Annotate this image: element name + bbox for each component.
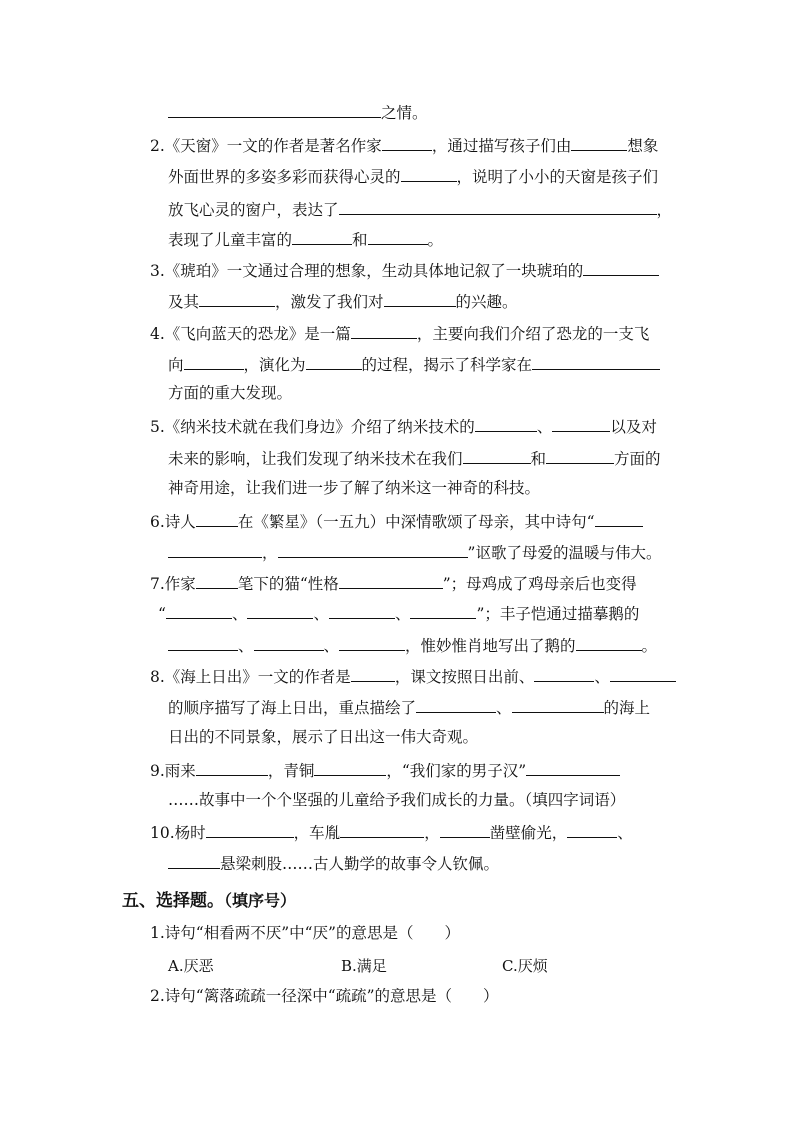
q7-separator: 、 xyxy=(238,637,254,655)
q8-line1 xyxy=(150,665,676,687)
q6-number: 6. xyxy=(150,513,165,531)
q2-text: 外面世界的多姿多彩而获得心灵的 xyxy=(168,168,401,186)
q9-line2 xyxy=(168,790,625,810)
blank[interactable] xyxy=(340,821,424,838)
q6-text: ， xyxy=(262,544,278,562)
q5-text: 和 xyxy=(530,450,547,468)
q7-separator: 、 xyxy=(231,605,248,623)
blank[interactable] xyxy=(166,602,232,619)
option-c[interactable]: C.厌烦 xyxy=(502,957,548,975)
q4-text: ，主要向我们介绍了恐龙的一支飞 xyxy=(416,325,650,343)
blank[interactable] xyxy=(168,634,238,651)
q5-text: 方面的 xyxy=(614,450,661,468)
q10-text: 杨时 xyxy=(174,824,206,842)
q2-text: 。 xyxy=(427,231,444,249)
blank[interactable] xyxy=(384,290,456,307)
q6-text: 诗人 xyxy=(164,513,196,531)
choice-q2-text: 2.诗句“篱落疏疏一径深中“疏疏”的意思是（ ） xyxy=(150,987,499,1005)
blank[interactable] xyxy=(168,852,220,869)
q8-text: ，课文按照日出前、 xyxy=(394,668,535,686)
blank[interactable] xyxy=(512,696,604,713)
q2-line1 xyxy=(150,134,658,156)
q7-line1 xyxy=(150,572,637,594)
blank[interactable] xyxy=(576,634,642,651)
q4-text: 《飞向蓝天的恐龙》是一篇 xyxy=(164,325,351,343)
blank[interactable] xyxy=(583,259,659,276)
blank[interactable] xyxy=(463,447,531,464)
blank[interactable] xyxy=(546,447,614,464)
q7-text: 作家 xyxy=(164,575,196,593)
q9-number: 9. xyxy=(150,762,165,780)
choice-q1-text: 1.诗句“相看两不厌”中“厌”的意思是（ ） xyxy=(150,924,460,942)
blank[interactable] xyxy=(339,634,405,651)
q8-number: 8. xyxy=(150,668,165,686)
blank[interactable] xyxy=(552,415,610,432)
q8-text: 日出的不同景象，展示了日出这一伟大奇观。 xyxy=(168,728,479,746)
q5-text: 未来的影响，让我们发现了纳米技术在我们 xyxy=(168,450,463,468)
q10-text: 、 xyxy=(617,824,633,842)
blank[interactable] xyxy=(534,665,594,682)
q2-line4 xyxy=(168,228,443,250)
q7-text: ”；丰子恺通过描摹鹅的 xyxy=(476,605,640,623)
q9-line1 xyxy=(150,759,620,781)
q2-text: 和 xyxy=(352,231,368,249)
section-heading xyxy=(122,886,296,911)
q7-text: 笔下的猫“性格 xyxy=(237,575,339,593)
section-title: 五、选择题。 xyxy=(122,891,224,911)
q4-line2 xyxy=(168,353,660,375)
q10-line2 xyxy=(168,852,499,874)
choice-q1 xyxy=(150,923,460,943)
blank[interactable] xyxy=(382,134,432,151)
q2-line2 xyxy=(168,165,658,187)
q5-text: 神奇用途，让我们进一步了解了纳米这一神奇的科技。 xyxy=(168,479,541,497)
blank[interactable] xyxy=(196,572,238,589)
q7-text: ，惟妙惟肖地写出了鹅的 xyxy=(405,637,576,655)
blank[interactable] xyxy=(339,572,443,589)
q10-line1 xyxy=(150,821,633,843)
section-note: （填序号） xyxy=(224,891,297,910)
blank[interactable] xyxy=(532,353,660,370)
q4-text: 向 xyxy=(168,356,184,374)
q5-text: 以及对 xyxy=(610,418,657,436)
q10-text: ， xyxy=(424,824,440,842)
q5-line2 xyxy=(168,447,661,469)
q8-line2 xyxy=(168,696,650,718)
blank[interactable] xyxy=(306,353,362,370)
q3-number: 3. xyxy=(150,262,165,280)
q7-number: 7. xyxy=(150,575,165,593)
q2-number: 2. xyxy=(150,137,165,155)
blank[interactable] xyxy=(278,541,468,558)
q3-text: 及其 xyxy=(168,293,200,311)
q5-number: 5. xyxy=(150,418,165,436)
blank[interactable] xyxy=(440,821,490,838)
blank[interactable] xyxy=(196,510,238,527)
q4-line3 xyxy=(168,383,292,403)
q4-text: 方面的重大发现。 xyxy=(168,384,293,402)
q7-text: ”；母鸡成了鸡母亲后也变得 xyxy=(442,575,637,593)
blank[interactable] xyxy=(571,134,627,151)
q7-line2 xyxy=(158,602,639,624)
q10-text: ，车胤 xyxy=(293,824,341,842)
blank[interactable] xyxy=(206,821,294,838)
q6-text: 在《繁星》（一五九）中深情歌颂了母亲，其中诗句“ xyxy=(237,513,595,531)
q5-text: 、 xyxy=(536,418,553,436)
q3-line1 xyxy=(150,259,659,281)
q4-text: ，演化为 xyxy=(243,356,306,374)
q5-line3 xyxy=(168,478,540,498)
q6-text: ”讴歌了母爱的温暖与伟大。 xyxy=(467,544,662,562)
blank[interactable] xyxy=(329,602,395,619)
q4-number: 4. xyxy=(150,325,165,343)
q8-line3 xyxy=(168,727,478,747)
blank[interactable] xyxy=(567,821,617,838)
q2-text: ， xyxy=(656,201,673,219)
blank[interactable] xyxy=(475,415,537,432)
q8-text: 的海上 xyxy=(603,699,651,717)
q7-separator: 、 xyxy=(313,605,329,623)
blank[interactable] xyxy=(610,665,676,682)
q8-text: 、 xyxy=(594,668,610,686)
blank[interactable] xyxy=(368,228,428,245)
q1-tail-line xyxy=(168,101,428,123)
q10-number: 10. xyxy=(150,824,175,842)
option-a[interactable]: A.厌恶 xyxy=(168,957,214,975)
blank[interactable] xyxy=(168,101,381,118)
blank[interactable] xyxy=(595,510,643,527)
q2-text: 《天窗》一文的作者是著名作家 xyxy=(164,137,382,155)
blank[interactable] xyxy=(416,696,496,713)
q3-text: 《琥珀》一文通过合理的想象，生动具体地记叙了一块琥珀的 xyxy=(164,262,584,280)
blank[interactable] xyxy=(351,322,417,339)
blank[interactable] xyxy=(401,165,457,182)
blank[interactable] xyxy=(168,541,262,558)
q3-line2 xyxy=(168,290,518,312)
q8-text: 《海上日出》一文的作者是 xyxy=(164,668,351,686)
q5-line1 xyxy=(150,415,657,437)
blank[interactable] xyxy=(292,228,352,245)
q6-line1 xyxy=(150,510,643,532)
q2-text: ，通过描写孩子们由 xyxy=(431,137,572,155)
option-b[interactable]: B.满足 xyxy=(341,957,387,975)
q2-text: 放飞心灵的窗户，表达了 xyxy=(168,201,339,219)
blank[interactable] xyxy=(314,759,386,776)
q7-separator: 、 xyxy=(323,637,340,655)
q8-text: 、 xyxy=(496,699,512,717)
q9-text: ……故事中一个个坚强的儿童给予我们成长的力量。（填四字词语） xyxy=(168,791,626,809)
blank[interactable] xyxy=(196,759,268,776)
blank[interactable] xyxy=(410,602,476,619)
q10-text: 悬梁刺股……古人勤学的故事令人钦佩。 xyxy=(220,855,500,873)
q2-line3 xyxy=(168,198,672,220)
blank[interactable] xyxy=(254,634,324,651)
q5-text: 《纳米技术就在我们身边》介绍了纳米技术的 xyxy=(164,418,475,436)
q7-text: 。 xyxy=(641,637,658,655)
q7-line3 xyxy=(168,634,657,656)
q9-text: ，“我们家的男子汉” xyxy=(386,762,527,780)
q2-text: ，说明了小小的天窗是孩子们 xyxy=(456,168,659,186)
q2-text: 表现了儿童丰富的 xyxy=(168,231,293,249)
blank[interactable] xyxy=(526,759,620,776)
q6-line2 xyxy=(168,541,661,563)
q3-text: 的兴趣。 xyxy=(455,293,518,311)
q8-text: 的顺序描写了海上日出，重点描绘了 xyxy=(168,699,417,717)
q10-text: 凿壁偷光， xyxy=(489,824,568,842)
blank[interactable] xyxy=(247,602,313,619)
q4-line1 xyxy=(150,322,649,344)
q4-text: 的过程，揭示了科学家在 xyxy=(361,356,533,374)
q1-tail-text: 之情。 xyxy=(381,104,428,122)
blank[interactable] xyxy=(351,665,395,682)
q3-text: ，激发了我们对 xyxy=(275,293,384,311)
q2-text: 想象 xyxy=(627,137,659,155)
blank[interactable] xyxy=(199,290,275,307)
blank[interactable] xyxy=(184,353,244,370)
q7-text: “ xyxy=(158,605,166,623)
choice-q2 xyxy=(150,986,499,1006)
q7-separator: 、 xyxy=(394,605,411,623)
blank[interactable] xyxy=(339,198,657,215)
q9-text: ，青铜 xyxy=(267,762,315,780)
q9-text: 雨来 xyxy=(164,762,196,780)
